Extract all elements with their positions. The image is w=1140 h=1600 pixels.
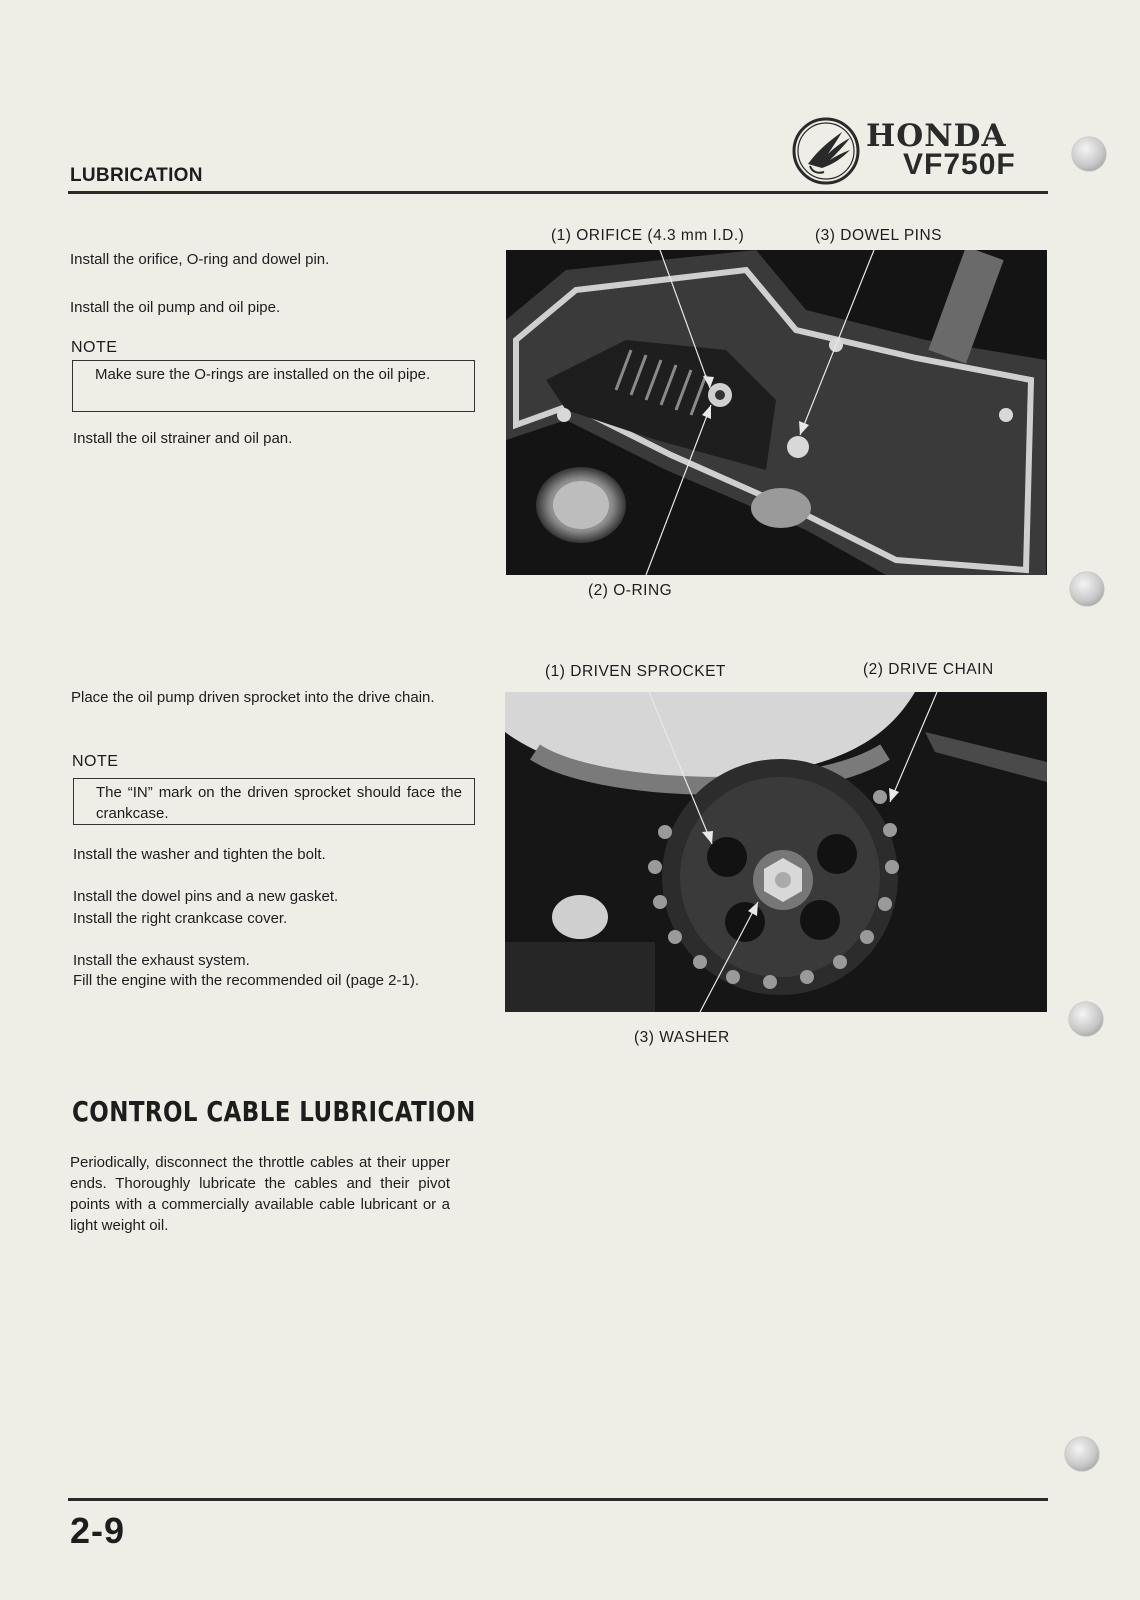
header-rule: [68, 191, 1048, 194]
step-install-exhaust: Install the exhaust system.: [73, 952, 250, 969]
callout-o-ring: (2) O-RING: [588, 582, 673, 599]
step-place-sprocket: Place the oil pump driven sprocket into the drive chain.: [71, 689, 435, 706]
model-name: VF750F: [903, 148, 1016, 181]
binder-hole: [1069, 1002, 1103, 1036]
step-install-oil-pump: Install the oil pump and oil pipe.: [70, 299, 281, 316]
step-install-cover: Install the right crankcase cover.: [73, 910, 288, 927]
callout-washer: (3) WASHER: [634, 1029, 730, 1046]
page-number: 2-9: [70, 1510, 126, 1551]
callout-orifice: (1) ORIFICE (4.3 mm I.D.): [551, 227, 745, 244]
honda-wing-icon: [792, 114, 864, 186]
step-fill-oil: Fill the engine with the recommended oil (page 2-1).: [73, 972, 420, 989]
section-title: LUBRICATION: [70, 165, 203, 186]
note-label: NOTE: [71, 339, 118, 356]
note-box: The “IN” mark on the driven sprocket should face the crankcase.: [73, 778, 475, 825]
footer-rule: [68, 1498, 1048, 1501]
control-cable-heading: CONTROL CABLE LUBRICATION: [72, 1095, 476, 1128]
binder-hole: [1072, 137, 1106, 171]
note-label: NOTE: [72, 753, 119, 770]
photo-oil-pump-housing: [506, 250, 1047, 575]
control-cable-text: Periodically, disconnect the throttle cables at their upper ends. Thoroughly lubricate the cables and their pivot points with a commercially available cable lubricant or a light weight oil.: [70, 1154, 450, 1234]
binder-hole: [1070, 572, 1104, 606]
brand-name: HONDA: [866, 118, 1007, 154]
step-install-strainer: Install the oil strainer and oil pan.: [73, 430, 293, 447]
binder-hole: [1065, 1437, 1099, 1471]
callout-driven-sprocket: (1) DRIVEN SPROCKET: [545, 663, 726, 680]
photo-driven-sprocket: [505, 692, 1047, 1012]
step-install-dowel-pins: Install the dowel pins and a new gasket.: [73, 888, 339, 905]
callout-drive-chain: (2) DRIVE CHAIN: [863, 661, 994, 678]
step-install-washer: Install the washer and tighten the bolt.: [73, 846, 326, 863]
note-box: Make sure the O-rings are installed on the oil pipe.: [72, 360, 475, 412]
step-install-orifice: Install the orifice, O-ring and dowel pin.: [70, 251, 330, 268]
callout-dowel-pins: (3) DOWEL PINS: [815, 227, 942, 244]
